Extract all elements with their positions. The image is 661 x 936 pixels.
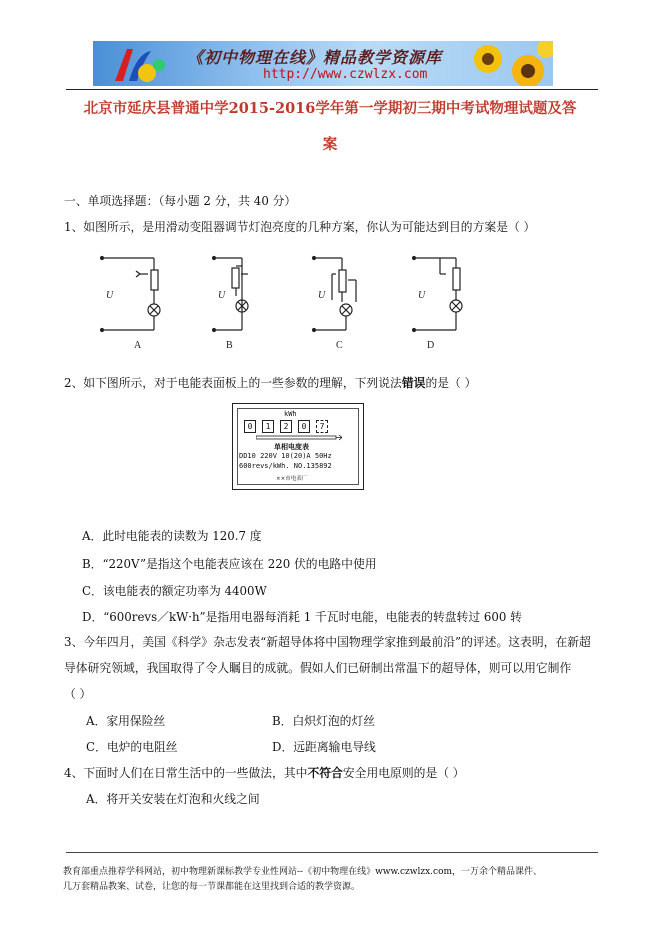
q2-option-a: A．此时电能表的读数为 120.7 度 [82,529,262,543]
question-2 [64,374,476,391]
doc-title-line1: 北京市延庆县普通中学2015-2016学年第一学期初三期中考试物理试题及答 [83,100,577,117]
meter-maker: ××市电表厂 [276,476,308,482]
section-heading: 一、单项选择题：（每小题 2 分，共 40 分） [64,194,297,208]
q3-option-b: B．白炽灯泡的灯丝 [272,714,376,728]
meter-spec-line1: DD10 220V 10(20)A 50Hz [239,452,332,460]
meter-digit: 7 [316,420,328,433]
question-4 [64,764,465,781]
question-4-tail: 安全用电原则的是（ ） [342,766,465,780]
q1-option-label-d: D [427,340,435,351]
question-3-line1: 3、今年四月，美国《科学》杂志发表“新超导体将中国物理学家推到最前沿”的评述。这表明，在新超 [64,635,591,649]
q3-option-c: C．电炉的电阻丝 [86,740,178,754]
meter-name: 单相电度表 [274,442,309,451]
question-3-line2: 导体研究领域，我国取得了令人瞩目的成就。假如人们已研制出常温下的超导体，则可以用它制作 [64,661,572,675]
q1-voltage-label-b: U [218,290,226,301]
banner-title: 《初中物理在线》精品教学资源库 [187,48,443,67]
q2-option-b: B．“220V”是指这个电能表应该在 220 伏的电路中使用 [82,557,377,571]
q2-option-c: C．该电能表的额定功率为 4400W [82,584,267,598]
q1-voltage-label-d: U [418,290,426,301]
question-3-line3: （ ） [64,687,92,701]
q1-option-label-b: B [226,340,233,351]
site-logo-icon [107,43,167,85]
q1-voltage-label-c: U [318,290,326,301]
q4-option-a: A．将开关安装在灯泡和火线之间 [86,792,260,806]
q1-option-label-a: A [134,340,142,351]
question-2-tail: 的是（ ） [425,376,477,390]
q1-option-label-c: C [336,340,343,351]
electric-meter-panel [232,403,364,490]
question-1: 1、如图所示，是用滑动变阻器调节灯泡亮度的几种方案，你认为可能达到目的方案是（ ） [64,220,536,234]
q1-voltage-label-a: U [106,290,114,301]
sunflower-image [458,41,553,86]
meter-digit: 0 [298,420,310,433]
q3-option-a: A．家用保险丝 [86,714,166,728]
meter-digit-row [244,420,328,433]
q2-option-d: D．“600revs／kW·h”是指用电器每消耗 1 千瓦时电能，电能表的转盘转过 600 转 [82,610,522,624]
q1-circuit-diagrams [96,244,468,352]
doc-title-line2: 案 [322,136,338,153]
header-banner [93,41,553,86]
meter-spec-line2: 600revs/kWh. NO.135892 [239,462,332,470]
footer-divider [66,852,598,853]
meter-digit: 0 [244,420,256,433]
header-divider [66,89,598,90]
footer-line1: 教育部重点推荐学科网站，初中物理新课标教学专业性网站--《初中物理在线》www.czwlzx.com，一万余个精品课件、 [63,867,543,877]
q3-option-d: D．远距离输电导线 [272,740,376,754]
question-4-emphasis: 不符合 [307,766,343,780]
meter-digit: 2 [280,420,292,433]
meter-unit: kWh [284,410,297,418]
question-4-text: 4、下面时人们在日常生活中的一些做法，其中 [64,766,308,780]
banner-url[interactable]: http://www.czwlzx.com [263,67,428,82]
question-2-emphasis: 错误 [401,376,426,390]
footer-line2: 几万套精品教案、试卷，让您的每一节课都能在这里找到合适的教学资源。 [63,882,361,892]
question-2-text: 2、如下图所示，对于电能表面板上的一些参数的理解，下列说法 [64,376,402,390]
meter-dial-bar [256,435,342,441]
meter-digit: 1 [262,420,274,433]
